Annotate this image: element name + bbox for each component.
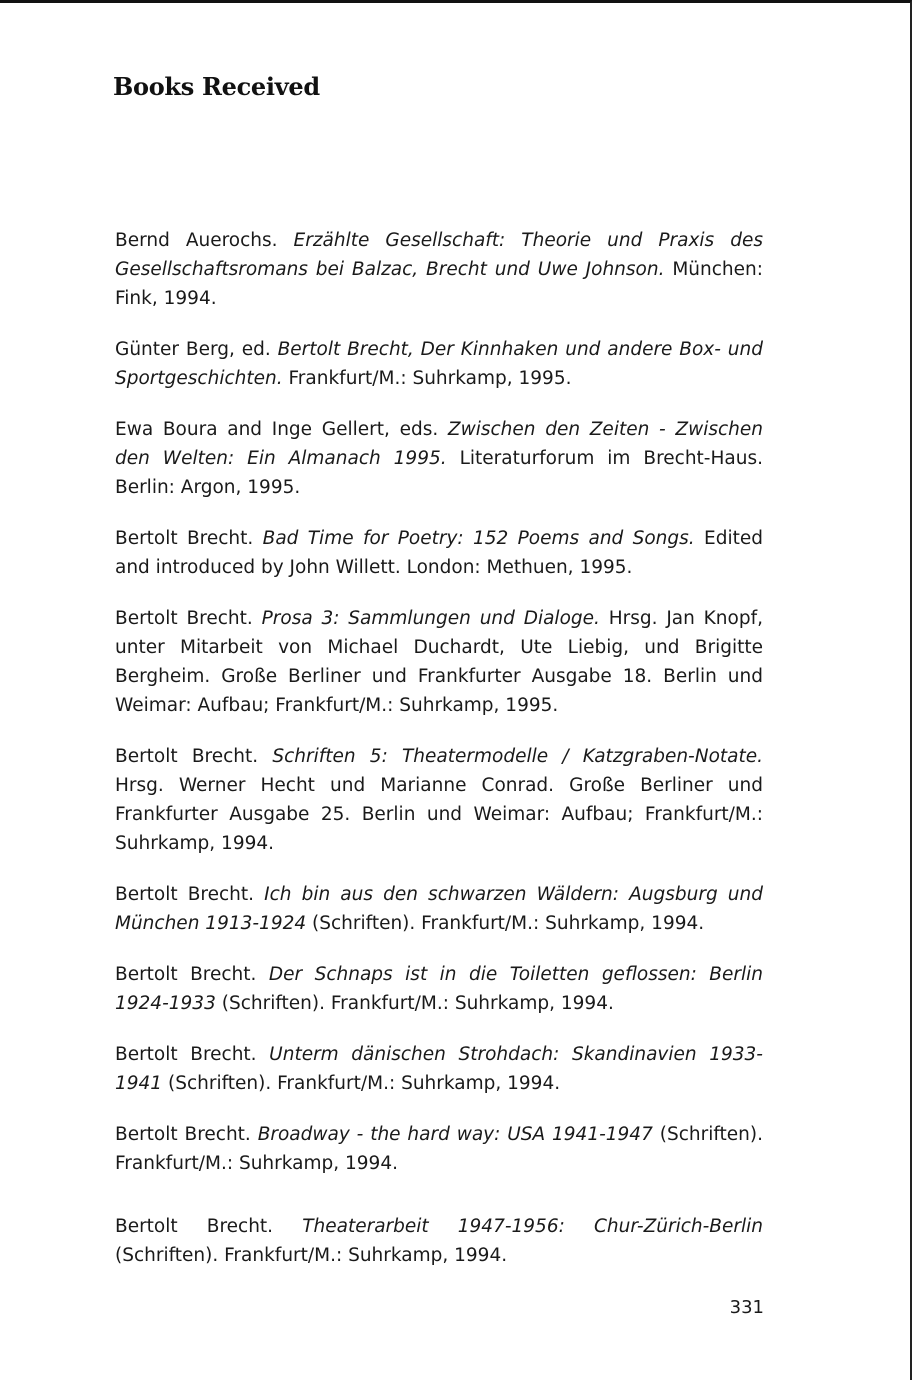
entry-author: Bertolt Brecht. [115,884,255,905]
book-entry [115,335,763,393]
book-entry [115,960,763,1018]
entry-author: Günter Berg, ed. [115,339,271,360]
book-entry [115,1212,763,1270]
book-entry [115,226,763,313]
entry-title: Erzählte Gesellschaft: Theorie und Praxis des Gesellschaftsromans bei Balzac, Brecht und Uwe Johnson. [115,230,763,280]
entry-author: Bertolt Brecht. [115,1044,257,1065]
entry-title: Theaterarbeit 1947-1956: Chur-Zürich-Berlin [302,1216,763,1237]
entry-details: Hrsg. Jan Knopf, unter Mitarbeit von Michael Duchardt, Ute Liebig, und Brigitte Bergheim. Große Berliner und Frankfurter Ausgabe 18. Berlin und Weimar: Aufbau; Frankfurt/M.: Suhrkamp, 1995. [115,608,763,716]
entry-details: Frankfurt/M.: Suhrkamp, 1995. [288,368,572,389]
entry-details: (Schriften). Frankfurt/M.: Suhrkamp, 1994. [115,1124,763,1174]
entry-title: Prosa 3: Sammlungen und Dialoge. [261,608,600,629]
book-entry [115,880,763,938]
entry-details: München: Fink, 1994. [115,259,763,309]
entry-title: Schriften 5: Theatermodelle / Katzgraben-Notate. [272,746,763,767]
entry-author: Bertolt Brecht. [115,964,257,985]
entry-author: Bertolt Brecht. [115,1216,274,1237]
entry-details: (Schriften). Frankfurt/M.: Suhrkamp, 1994. [312,913,705,934]
entry-title: Unterm dänischen Strohdach: Skandinavien 1933-1941 [115,1044,763,1094]
entry-author: Bernd Auerochs. [115,230,278,251]
book-entry [115,604,763,720]
entry-details: Hrsg. Werner Hecht und Marianne Conrad. Große Berliner und Frankfurter Ausgabe 25. Berlin und Weimar: Aufbau; Frankfurt/M.: Suhrkamp, 1994. [115,775,763,854]
page-number: 331 [729,1297,764,1318]
entry-author: Bertolt Brecht. [115,528,254,549]
entry-title: Zwischen den Zeiten - Zwischen den Welten: Ein Almanach 1995. [115,419,763,469]
entry-details: (Schriften). Frankfurt/M.: Suhrkamp, 1994. [115,1245,508,1266]
book-entry [115,415,763,502]
entry-details: (Schriften). Frankfurt/M.: Suhrkamp, 1994. [167,1073,561,1094]
books-list [115,226,763,1292]
entry-details: Literaturforum im Brecht-Haus. Berlin: Argon, 1995. [115,448,763,498]
entry-author: Bertolt Brecht. [115,1124,251,1145]
entry-title: Bad Time for Poetry: 152 Poems and Songs. [262,528,695,549]
entry-title: Bertolt Brecht, Der Kinnhaken und andere Box- und Sportgeschichten. [115,339,763,389]
book-entry [115,1120,763,1178]
entry-title: Der Schnaps ist in die Toiletten geflossen: Berlin 1924-1933 [115,964,763,1014]
book-entry [115,1040,763,1098]
book-entry [115,524,763,582]
page-title: Books Received [113,72,320,101]
entry-title: Ich bin aus den schwarzen Wäldern: Augsburg und München 1913-1924 [115,884,763,934]
entry-details: (Schriften). Frankfurt/M.: Suhrkamp, 1994. [221,993,614,1014]
book-entry [115,742,763,858]
entry-author: Bertolt Brecht. [115,746,259,767]
entry-details: Edited and introduced by John Willett. London: Methuen, 1995. [115,528,763,578]
entry-author: Ewa Boura and Inge Gellert, eds. [115,419,439,440]
entry-title: Broadway - the hard way: USA 1941-1947 [257,1124,653,1145]
entry-author: Bertolt Brecht. [115,608,253,629]
